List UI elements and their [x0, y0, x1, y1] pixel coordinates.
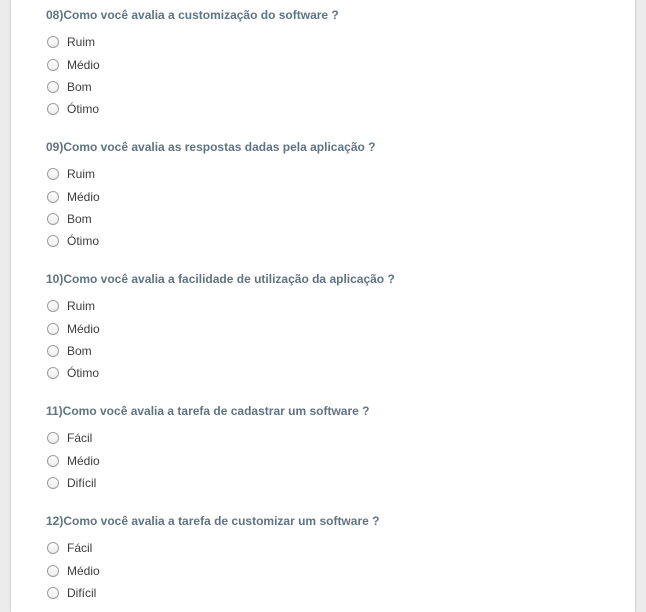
- option-dificil[interactable]: [46, 472, 606, 494]
- question-title: 10)Como você avalia a facilidade de utilização da aplicação ?: [46, 272, 395, 286]
- option-medio[interactable]: [46, 317, 606, 339]
- radio-button[interactable]: [47, 168, 59, 180]
- radio-group: [46, 537, 606, 604]
- option-bom[interactable]: [46, 208, 606, 230]
- radio-button[interactable]: [47, 81, 59, 93]
- option-label: Difícil: [67, 475, 97, 490]
- option-medio[interactable]: [46, 53, 606, 75]
- radio-button[interactable]: [47, 455, 59, 467]
- radio-group: [46, 163, 606, 253]
- radio-button[interactable]: [47, 432, 59, 444]
- question-title: 09)Como você avalia as respostas dadas pela aplicação ?: [46, 140, 376, 154]
- radio-button[interactable]: [47, 345, 59, 357]
- question-10: [46, 271, 606, 385]
- radio-button[interactable]: [47, 323, 59, 335]
- option-label: Fácil: [67, 431, 93, 446]
- option-label: Fácil: [67, 541, 93, 556]
- option-medio[interactable]: [46, 559, 606, 581]
- option-medio[interactable]: [46, 449, 606, 471]
- radio-button[interactable]: [47, 565, 59, 577]
- radio-group: [46, 295, 606, 385]
- question-title: 08)Como você avalia a customização do software ?: [46, 8, 339, 22]
- question-09: [46, 139, 606, 253]
- option-medio[interactable]: [46, 185, 606, 207]
- option-ruim[interactable]: [46, 163, 606, 185]
- option-label: Médio: [67, 563, 100, 578]
- question-title: 11)Como você avalia a tarefa de cadastrar um software ?: [46, 404, 370, 418]
- option-label: Médio: [67, 321, 100, 336]
- option-ruim[interactable]: [46, 31, 606, 53]
- radio-group: [46, 427, 606, 494]
- option-label: Ótimo: [67, 366, 100, 381]
- option-otimo[interactable]: [46, 230, 606, 252]
- radio-button[interactable]: [47, 367, 59, 379]
- option-label: Difícil: [67, 585, 97, 600]
- question-title: 12)Como você avalia a tarefa de customizar um software ?: [46, 514, 380, 528]
- option-bom[interactable]: [46, 340, 606, 362]
- option-facil[interactable]: [46, 537, 606, 559]
- radio-button[interactable]: [47, 587, 59, 599]
- option-label: Médio: [67, 57, 100, 72]
- question-11: [46, 403, 606, 494]
- option-label: Ótimo: [67, 234, 100, 249]
- option-otimo[interactable]: [46, 98, 606, 120]
- radio-button[interactable]: [47, 103, 59, 115]
- option-label: Bom: [67, 343, 92, 358]
- radio-button[interactable]: [47, 477, 59, 489]
- question-12: [46, 513, 606, 604]
- radio-button[interactable]: [47, 36, 59, 48]
- radio-group: [46, 31, 606, 121]
- option-label: Ruim: [67, 167, 96, 182]
- option-label: Ruim: [67, 35, 96, 50]
- radio-button[interactable]: [47, 213, 59, 225]
- option-ruim[interactable]: [46, 295, 606, 317]
- option-label: Ruim: [67, 299, 96, 314]
- radio-button[interactable]: [47, 300, 59, 312]
- option-bom[interactable]: [46, 76, 606, 98]
- question-08: [46, 7, 606, 121]
- option-label: Médio: [67, 453, 100, 468]
- option-facil[interactable]: [46, 427, 606, 449]
- radio-button[interactable]: [47, 191, 59, 203]
- radio-button[interactable]: [47, 59, 59, 71]
- option-label: Bom: [67, 211, 92, 226]
- option-label: Médio: [67, 189, 100, 204]
- radio-button[interactable]: [47, 542, 59, 554]
- option-dificil[interactable]: [46, 582, 606, 604]
- radio-button[interactable]: [47, 235, 59, 247]
- survey-form: [10, 0, 636, 612]
- option-label: Ótimo: [67, 102, 100, 117]
- option-otimo[interactable]: [46, 362, 606, 384]
- option-label: Bom: [67, 79, 92, 94]
